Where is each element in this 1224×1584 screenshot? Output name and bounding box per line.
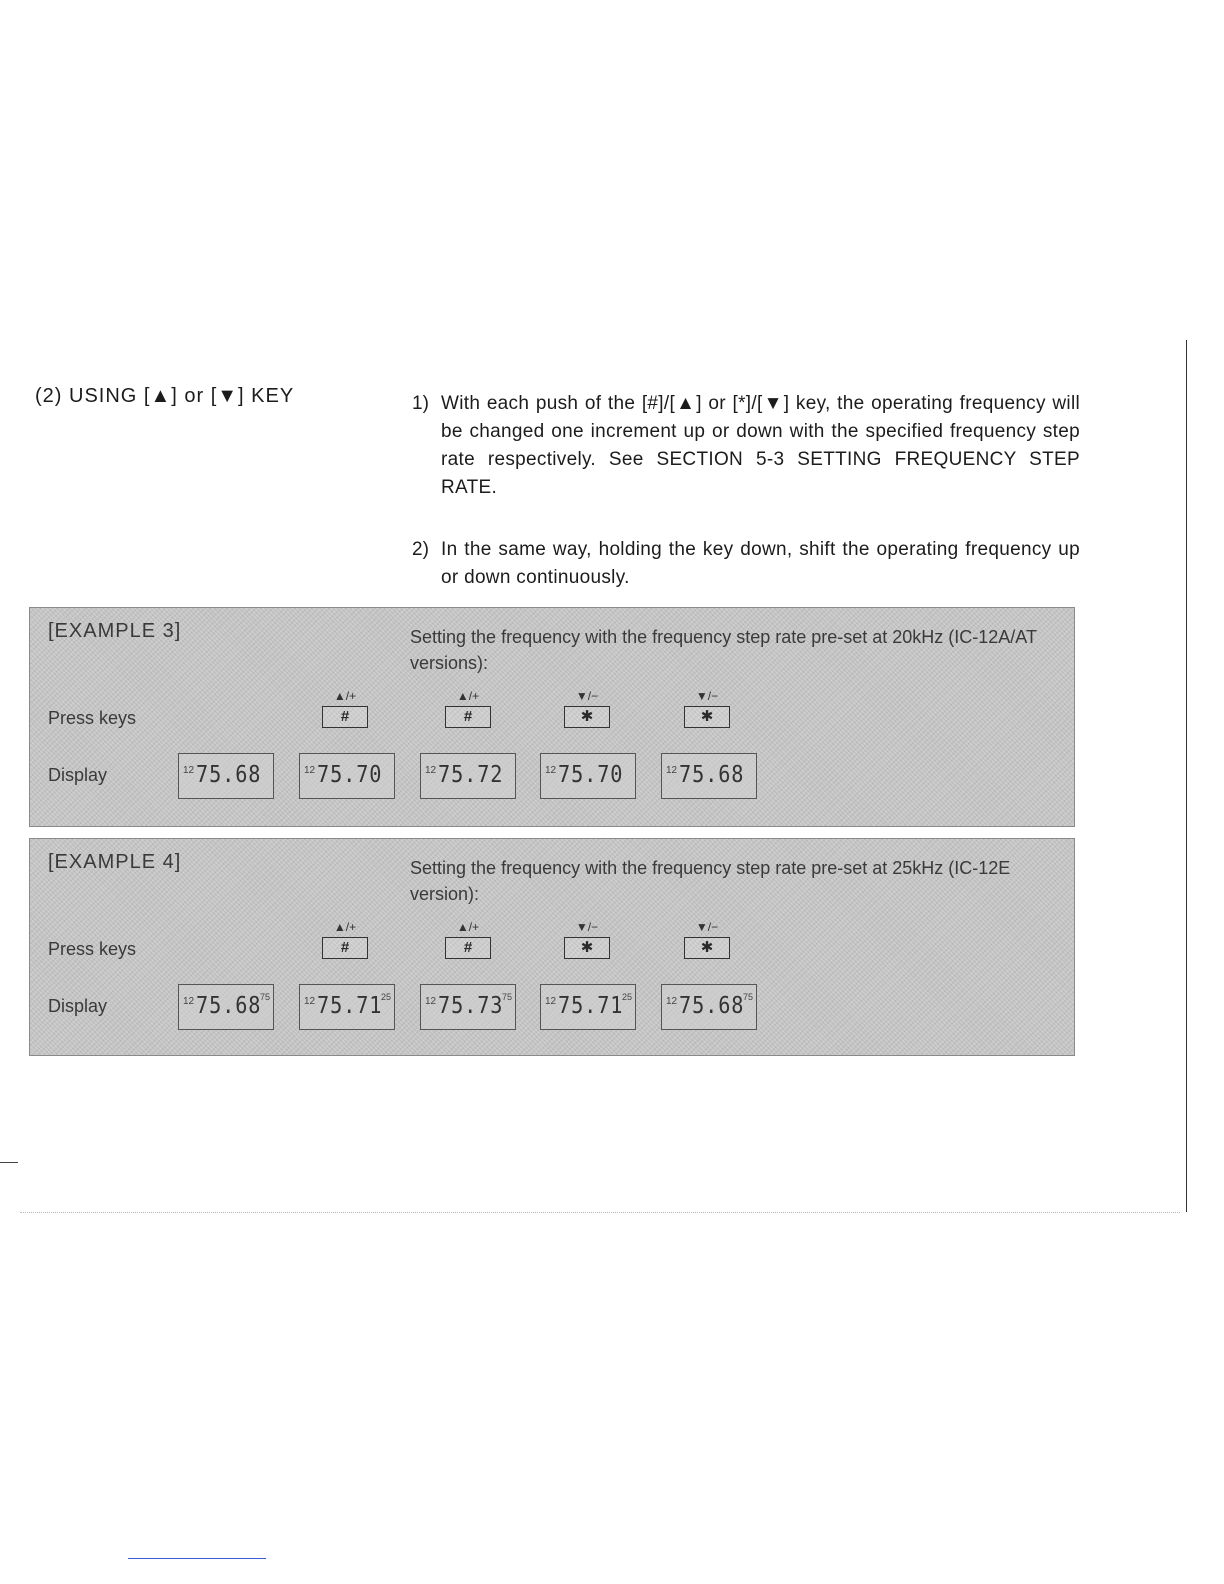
asterisk-key-icon: ✱ [684, 706, 730, 728]
hash-key-icon: # [445, 706, 491, 728]
step-1 [412, 390, 1080, 502]
press-keys-label: Press keys [48, 939, 137, 959]
lcd-display [299, 753, 395, 799]
step-2 [412, 536, 1080, 592]
lcd-suffix: 25 [621, 992, 632, 1002]
lcd-prefix: 12 [183, 996, 195, 1007]
display-label: Display [48, 765, 108, 785]
key-caption: ▲/+ [456, 920, 480, 934]
lcd-prefix: 12 [425, 765, 437, 776]
lcd-prefix: 12 [304, 996, 316, 1007]
key-caption: ▼/− [575, 920, 599, 934]
margin-rule [1186, 340, 1187, 1212]
key-caption: ▼/− [695, 920, 719, 934]
lcd-frequency: 75.68 [196, 762, 262, 788]
lcd-prefix: 12 [666, 996, 678, 1007]
key-caption: ▲/+ [333, 920, 357, 934]
key-caption: ▼/− [695, 689, 719, 703]
lcd-suffix: 75 [501, 992, 512, 1002]
key-2 [443, 688, 493, 728]
hash-key-icon: # [322, 706, 368, 728]
lcd-display [420, 753, 516, 799]
key-1 [320, 688, 370, 728]
lcd-frequency: 75.68 [196, 993, 262, 1019]
lcd-frequency: 75.70 [317, 762, 383, 788]
key-3 [562, 919, 612, 959]
key-caption: ▲/+ [333, 689, 357, 703]
key-2 [443, 919, 493, 959]
lcd-prefix: 12 [545, 765, 557, 776]
lcd-display [540, 984, 636, 1030]
example-4-panel [29, 838, 1075, 1056]
lcd-frequency: 75.72 [438, 762, 504, 788]
lcd-display [420, 984, 516, 1030]
page-divider [20, 1212, 1180, 1213]
lcd-display [178, 984, 274, 1030]
example-title: [EXAMPLE 3] [48, 620, 182, 642]
key-4 [682, 919, 732, 959]
hash-key-icon: # [445, 937, 491, 959]
hash-key-icon: # [322, 937, 368, 959]
step-number: 2) [412, 539, 429, 560]
lcd-frequency: 75.71 [317, 993, 383, 1019]
lcd-display [661, 753, 757, 799]
lcd-frequency: 75.70 [558, 762, 624, 788]
step-text: With each push of the [#]/[▲] or [*]/[▼] key, the operating frequency will be changed one increment up or down with the specified frequency step rate respectively. See SECTION 5-3 SETTING FREQUENCY STEP RATE. [441, 393, 1080, 498]
example-3-panel [29, 607, 1075, 827]
display-label: Display [48, 996, 108, 1016]
example-description: Setting the frequency with the frequency step rate pre-set at 25kHz (IC-12E version): [410, 858, 1011, 904]
example-description: Setting the frequency with the frequency step rate pre-set at 20kHz (IC-12A/AT versions): [410, 627, 1037, 673]
lcd-suffix: 75 [259, 992, 270, 1002]
asterisk-key-icon: ✱ [564, 706, 610, 728]
lcd-prefix: 12 [666, 765, 678, 776]
asterisk-key-icon: ✱ [564, 937, 610, 959]
lcd-display [540, 753, 636, 799]
section-heading: (2) USING [▲] or [▼] KEY [35, 385, 295, 407]
step-text: In the same way, holding the key down, shift the operating frequency up or down continuously. [441, 539, 1080, 588]
lcd-prefix: 12 [183, 765, 195, 776]
key-caption: ▲/+ [456, 689, 480, 703]
step-number: 1) [412, 393, 429, 414]
key-1 [320, 919, 370, 959]
press-keys-label: Press keys [48, 708, 137, 728]
lcd-frequency: 75.73 [438, 993, 504, 1019]
example-title: [EXAMPLE 4] [48, 851, 182, 873]
lcd-frequency: 75.68 [679, 762, 745, 788]
lcd-suffix: 75 [742, 992, 753, 1002]
lcd-suffix: 25 [380, 992, 391, 1002]
edge-mark [0, 1162, 18, 1163]
lcd-prefix: 12 [425, 996, 437, 1007]
lcd-prefix: 12 [304, 765, 316, 776]
lcd-frequency: 75.68 [679, 993, 745, 1019]
footer-rule [128, 1558, 266, 1559]
key-caption: ▼/− [575, 689, 599, 703]
lcd-frequency: 75.71 [558, 993, 624, 1019]
key-3 [562, 688, 612, 728]
lcd-display [178, 753, 274, 799]
lcd-display [661, 984, 757, 1030]
key-4 [682, 688, 732, 728]
asterisk-key-icon: ✱ [684, 937, 730, 959]
lcd-display [299, 984, 395, 1030]
lcd-prefix: 12 [545, 996, 557, 1007]
